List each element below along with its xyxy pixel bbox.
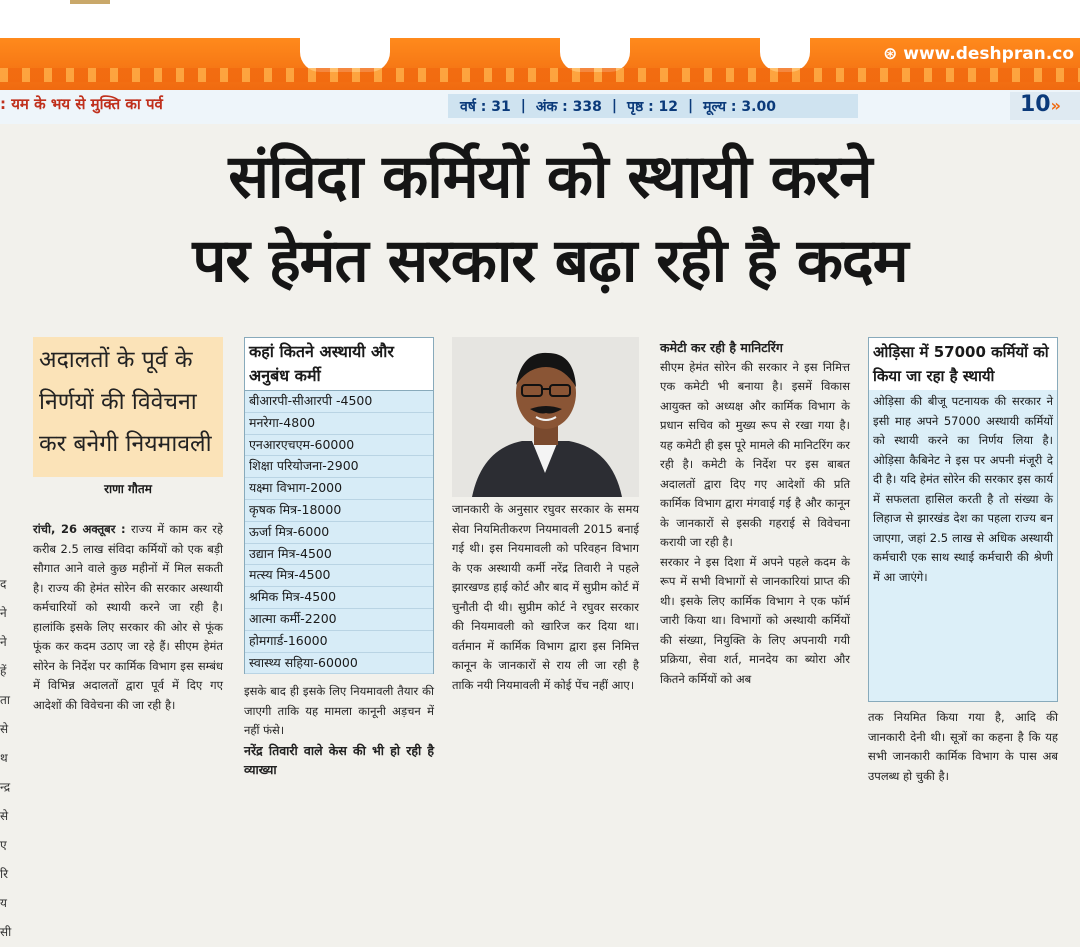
stats-list — [245, 391, 433, 674]
info-bar — [0, 90, 1080, 124]
list-item: होमगार्ड-16000 — [245, 631, 433, 653]
list-item: उद्यान मित्र-4500 — [245, 544, 433, 566]
edge-fragment: से — [0, 809, 9, 823]
logo-fragment — [560, 32, 630, 72]
col4-text: सीएम हेमंत सोरेन की सरकार ने इस निमित्त एक कमेटी भी बनाया है। इसमें विकास आयुक्त को अध्यक्ष और कार्मिक विभाग के प्रधान सचिव को मुख्य रूप से रखा गया है। यह कमेटी ही इस पूरे मामले की मानिटरिंग कर रही है। कमेटी के निर्देश पर इस बाबत अदालतों द्वारा दिए गए आदेशों की प्रति कार्मिक विभाग द्वारा मंगवाई गई है और कानून के जानकारों से इसकी गहराई से विवेचना करायी जा रही है। — [660, 359, 850, 549]
article-column-5 — [868, 708, 1058, 786]
article-column-3 — [452, 500, 639, 695]
subheadline: अदालतों के पूर्व के निर्णयों की विवेचना कर बनेगी नियमावली — [33, 337, 223, 477]
col4-text2: सरकार ने इस दिशा में अपने पहले कदम के रूप में सभी विभागों से जानकारियां प्राप्त की थी। इसके लिए कार्मिक विभाग ने एक फॉर्म जारी किया था। विभागों को अस्थायी कर्मियों की संख्या, नियुक्ति के लिए अपनायी गयी प्रक्रिया, सेवा शर्त, मानदेय का ब्योरा और कितने कर्मियों को अब — [660, 554, 850, 686]
issue-meta: वर्ष : 31 | अंक : 338 | पृष्ठ : 12 | मूल्य : 3.00 — [448, 94, 858, 118]
list-item: स्वास्थ्य सहिया-60000 — [245, 653, 433, 675]
headline-line1: संविदा कर्मियों को स्थायी करने — [228, 142, 872, 212]
edge-fragment: सी — [0, 925, 12, 939]
list-item: मत्स्य मित्र-4500 — [245, 565, 433, 587]
col2-subhead: नरेंद्र तिवारी वाले केस की भी हो रही है व्याख्या — [244, 742, 434, 777]
list-item: आत्मा कर्मी-2200 — [245, 609, 433, 631]
list-item: एनआरएचएम-60000 — [245, 435, 433, 457]
person-portrait-icon — [452, 337, 639, 497]
globe-icon: ⊛ — [883, 44, 904, 64]
meta-issue: अंक : 338 — [535, 98, 602, 115]
col4-subhead: कमेटी कर रही है मानिटरिंग — [660, 340, 783, 355]
adjacent-article-edge — [0, 330, 22, 939]
list-item: शिक्षा परियोजना-2900 — [245, 456, 433, 478]
edge-fragment: ए — [0, 838, 7, 852]
article-column-2 — [244, 682, 434, 780]
stats-box — [244, 337, 434, 674]
list-item: श्रमिक मित्र-4500 — [245, 587, 433, 609]
edge-fragment: से — [0, 722, 9, 736]
logo-fragment — [300, 32, 390, 72]
masthead-scrap — [70, 0, 110, 4]
edge-fragment: रि — [0, 867, 9, 881]
masthead-pattern — [0, 68, 1080, 82]
edge-fragment: ने — [0, 606, 7, 620]
main-headline — [40, 135, 1060, 303]
edge-fragment: ता — [0, 693, 10, 707]
edge-fragment: य — [0, 896, 7, 910]
double-chevron-right-icon: » — [1050, 96, 1061, 115]
meta-pages: पृष्ठ : 12 — [627, 98, 679, 115]
top-margin — [0, 0, 1080, 38]
list-item: बीआरपी-सीआरपी -4500 — [245, 391, 433, 413]
col2-text: इसके बाद ही इसके लिए नियमावली तैयार की जाएगी ताकि यह मामला कानूनी अड़चन में नहीं फंसे। — [244, 684, 434, 737]
list-item: मनरेगा-4800 — [245, 413, 433, 435]
list-item: यक्ष्मा विभाग-2000 — [245, 478, 433, 500]
edge-fragment: थ — [0, 751, 8, 765]
logo-fragment — [760, 32, 810, 72]
byline: राणा गौतम — [104, 482, 152, 496]
col5-text: तक नियमित किया गया है, आदि की जानकारी देनी थी। सूत्रों का कहना है कि यह सभी जानकारी कार्मिक विभाग के पास अब उपलब्ध हो चुकी है। — [868, 710, 1058, 783]
stats-box-title: कहां कितने अस्थायी और अनुबंध कर्मी — [245, 338, 433, 391]
list-item: कृषक मित्र-18000 — [245, 500, 433, 522]
col1-text: राज्य में काम कर रहे करीब 2.5 लाख संविदा कर्मियों को एक बड़ी सौगात आने वाले कुछ महीनों में मिल सकती है। राज्य की हेमंत सोरेन की सरकार अस्थायी कर्मचारियों को स्थायी करने जा रही है। हालांकि इसके लिए सरकार की ओर से फूंक फूंक कर कदम उठाए जा रहे हैं। सीएम हेमंत सोरेन के निर्देश पर कार्मिक विभाग इस सम्बंध में विभिन्न अदालतों द्वारा पूर्व में दिए गए आदेशों की विवेचना की जा रही है। — [33, 522, 224, 712]
odisha-box-text: ओड़िसा की बीजू पटनायक की सरकार ने इसी माह अपने 57000 अस्थायी कर्मियों को स्थायी करने का निर्णय लिया है। ओड़िसा कैबिनेट ने इस पर अपनी मंजूरी दे दी है। यदि हेमंत सोरेन की सरकार इस कार्य में सफलता हासिल करती है तो संख्या के लिहाज से झारखंड देश का पहला राज्य बन जाएगा, जहां 2.5 लाख से अधिक अस्थायी कर्मचारी एक साथ स्थाई कर्मचारी की श्रेणी में आ जाएंगे। — [873, 394, 1053, 584]
edge-fragment: न्द्र — [0, 780, 11, 794]
article-column-1 — [33, 520, 223, 715]
meta-year: वर्ष : 31 — [460, 98, 511, 115]
website-url: ⊛ www.deshpran.co — [883, 44, 1074, 64]
col3-text: जानकारी के अनुसार रघुवर सरकार के समय सेवा नियमितीकरण नियमावली 2015 बनाई गई थी। इस नियमावली को परिवहन विभाग के एक अस्थायी कर्मी नरेंद्र तिवारी ने पहले झारखण्ड हाई कोर्ट और बाद में सुप्रीम कोर्ट में चुनौती दी थी। सुप्रीम कोर्ट ने रघुवर सरकार की नियमावली को खारिज कर दिया था। वर्तमान में कार्मिक विभाग द्वारा इस निमित्त कानून के जानकारों से राय ली जा रही है ताकि नयी नियमावली में कोई पेंच नहीं आए। — [452, 502, 639, 692]
headline-line2: पर हेमंत सरकार बढ़ा रही है कदम — [192, 226, 908, 296]
tagline: : यम के भय से मुक्ति का पर्व — [0, 95, 163, 113]
masthead-banner — [0, 38, 1080, 90]
odisha-box — [868, 337, 1058, 702]
article-column-4 — [660, 338, 850, 689]
edge-fragment: द — [0, 577, 7, 591]
meta-price: मूल्य : 3.00 — [703, 98, 776, 115]
odisha-box-title: ओड़िसा में 57000 कर्मियों को किया जा रहा है स्थायी — [869, 338, 1057, 390]
dateline: रांची, 26 अक्तूबर : — [33, 522, 126, 536]
portrait-photo — [452, 337, 639, 497]
list-item: ऊर्जा मित्र-6000 — [245, 522, 433, 544]
edge-fragment: ने — [0, 635, 7, 649]
edge-fragment: हें — [0, 664, 7, 678]
page-number: 10» — [1010, 92, 1080, 120]
